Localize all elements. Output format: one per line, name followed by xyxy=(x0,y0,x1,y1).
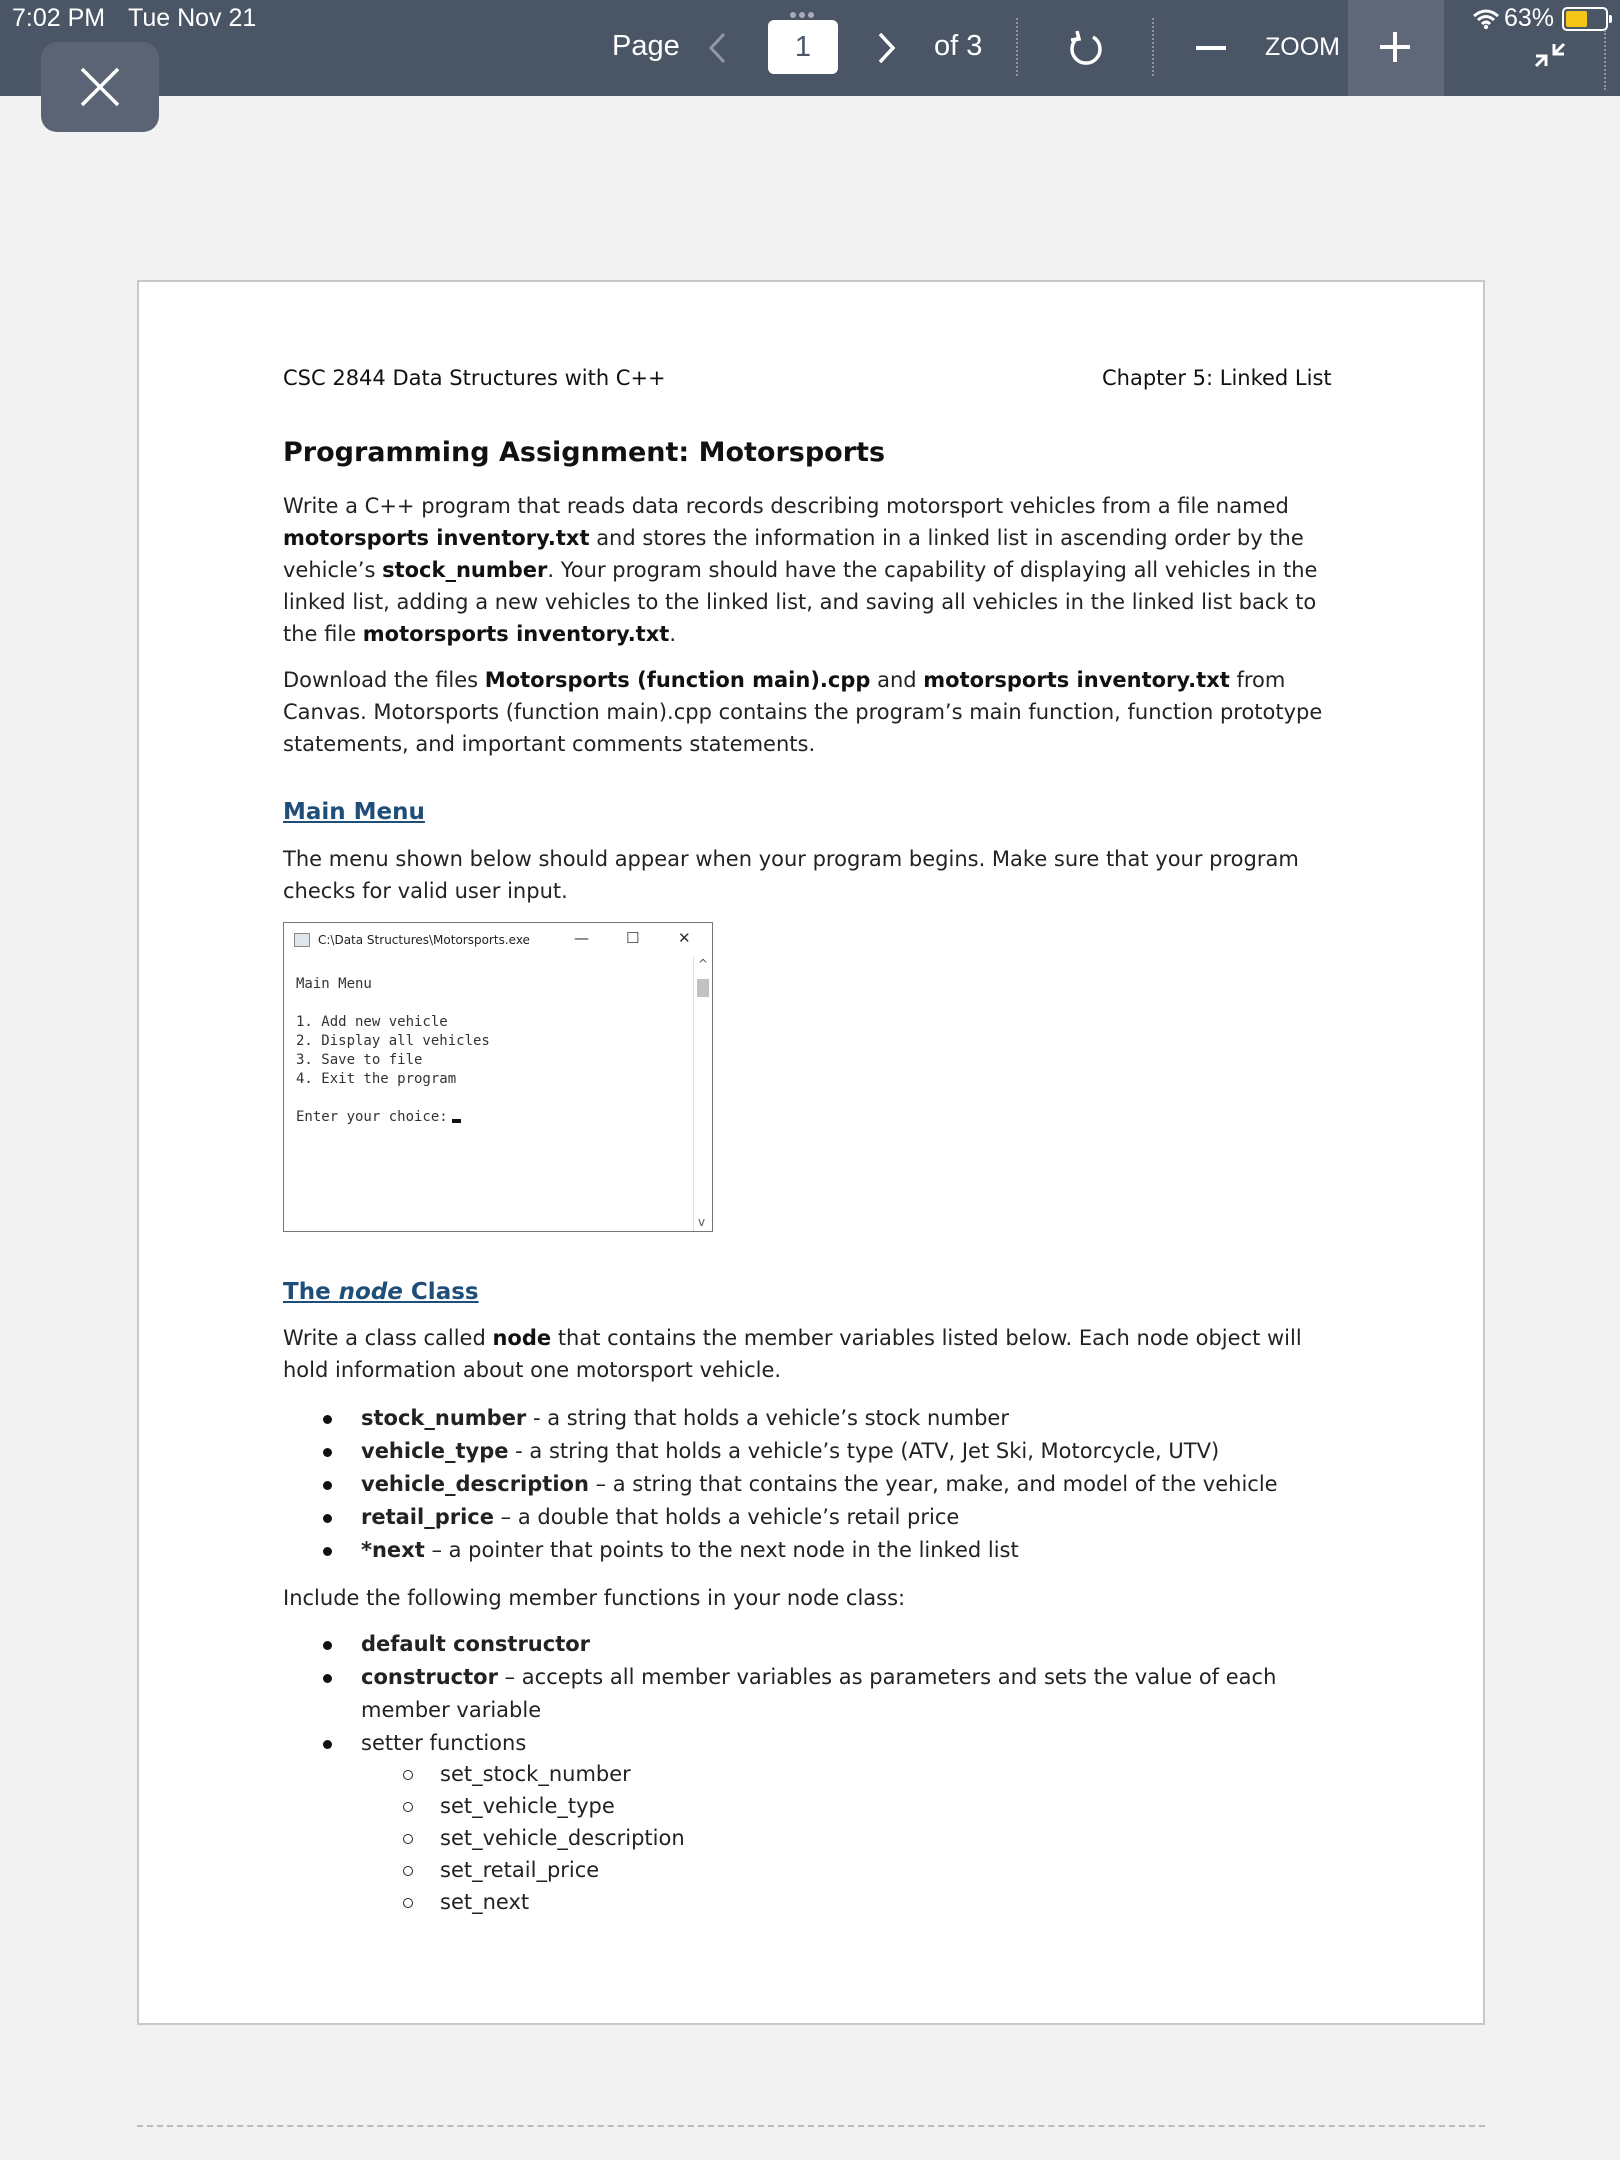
setter-function-list xyxy=(440,1758,685,1918)
console-menu-title: Main Menu xyxy=(296,976,372,992)
toolbar-divider xyxy=(1604,30,1606,90)
battery-icon xyxy=(1562,7,1608,31)
zoom-out-icon[interactable] xyxy=(1196,22,1226,74)
chevron-left-icon[interactable] xyxy=(702,22,732,74)
battery-percent: 63% xyxy=(1503,4,1554,32)
wifi-icon xyxy=(1472,8,1500,30)
list-item: set_next xyxy=(440,1886,685,1918)
zoom-in-button[interactable] xyxy=(1348,0,1444,96)
toolbar-divider xyxy=(1152,18,1154,76)
console-app-icon xyxy=(294,933,310,947)
next-page-edge xyxy=(137,2125,1485,2127)
main-menu-heading: Main Menu xyxy=(283,799,425,825)
console-titlebar xyxy=(284,923,712,957)
page-label: Page xyxy=(612,30,680,62)
maximize-icon: ☐ xyxy=(626,929,640,947)
toolbar-divider xyxy=(1016,18,1018,76)
page-box-handle xyxy=(790,12,818,18)
intro-paragraph: Write a C++ program that reads data records describing motorsport vehicles from a file named motorsports inventory.txt and stores the information in a linked list in ascending order by the vehicle’s stock_number. Your program should have the capability of displaying all vehicles in the linked list, adding a new vehicles to the linked list, and saving all vehicles in the linked list back to the file motorsports inventory.txt. xyxy=(283,494,1318,646)
page-title: Programming Assignment: Motorsports xyxy=(283,437,886,468)
list-item: set_vehicle_description xyxy=(440,1822,685,1854)
zoom-in-icon[interactable] xyxy=(1378,30,1412,64)
node-class-heading: The node Class xyxy=(283,1279,479,1305)
close-icon[interactable] xyxy=(78,65,122,109)
zoom-label: ZOOM xyxy=(1265,33,1340,61)
console-prompt: Enter your choice: xyxy=(296,1109,448,1125)
chevron-right-icon[interactable] xyxy=(872,22,902,74)
header-chapter: Chapter 5: Linked List xyxy=(1102,366,1332,390)
current-page-input[interactable]: 1 xyxy=(768,20,838,74)
console-scrollbar xyxy=(693,957,712,1231)
member-function-list xyxy=(361,1628,1301,1760)
list-item: vehicle_type - a string that holds a vehicle’s type (ATV, Jet Ski, Motorcycle, UTV) xyxy=(361,1435,1278,1468)
document-page xyxy=(137,280,1485,2025)
close-window-icon: ✕ xyxy=(678,929,691,947)
status-time: 7:02 PM xyxy=(12,4,106,32)
main-menu-paragraph: The menu shown below should appear when your program begins. Make sure that your program checks for valid user input. xyxy=(283,847,1299,903)
scroll-down-icon: v xyxy=(698,1215,706,1229)
member-variable-list xyxy=(361,1402,1278,1567)
download-paragraph: Download the files Motorsports (function main).cpp and motorsports inventory.txt from Canvas. Motorsports (function main).cpp contains the program’s main function, function prototype statements, and important comments statements. xyxy=(283,668,1323,756)
list-item: set_retail_price xyxy=(440,1854,685,1886)
console-option: 3. Save to file xyxy=(296,1052,423,1068)
list-item: setter functions xyxy=(361,1727,1301,1760)
node-class-paragraph: Write a class called node that contains the member variables listed below. Each node object will hold information about one motorsport vehicle. xyxy=(283,1326,1302,1382)
console-output xyxy=(296,975,490,1127)
status-date: Tue Nov 21 xyxy=(128,4,257,32)
minimize-icon: — xyxy=(574,929,589,947)
list-item: stock_number - a string that holds a vehicle’s stock number xyxy=(361,1402,1278,1435)
refresh-icon[interactable] xyxy=(1066,22,1106,74)
console-option: 4. Exit the program xyxy=(296,1071,457,1087)
list-item: set_stock_number xyxy=(440,1758,685,1790)
console-window-title: C:\Data Structures\Motorsports.exe xyxy=(318,933,530,947)
top-toolbar xyxy=(0,0,1620,96)
scroll-up-icon: ^ xyxy=(698,957,709,971)
exit-fullscreen-icon[interactable] xyxy=(1530,40,1570,77)
status-indicators xyxy=(1472,4,1608,33)
console-option: 2. Display all vehicles xyxy=(296,1033,490,1049)
list-item: constructor – accepts all member variables as parameters and sets the value of each member variable xyxy=(361,1661,1301,1727)
list-item: retail_price – a double that holds a vehicle’s retail price xyxy=(361,1501,1278,1534)
page-total: of 3 xyxy=(934,30,983,62)
console-cursor xyxy=(452,1119,461,1123)
list-item: default constructor xyxy=(361,1628,1301,1661)
header-course: CSC 2844 Data Structures with C++ xyxy=(283,366,666,390)
console-option: 1. Add new vehicle xyxy=(296,1014,448,1030)
close-button[interactable] xyxy=(41,42,159,132)
console-screenshot xyxy=(283,922,713,1232)
list-item: *next – a pointer that points to the next node in the linked list xyxy=(361,1534,1278,1567)
scroll-thumb xyxy=(697,979,709,997)
functions-intro: Include the following member functions in your node class: xyxy=(283,1586,906,1610)
list-item: set_vehicle_type xyxy=(440,1790,685,1822)
list-item: vehicle_description – a string that contains the year, make, and model of the vehicle xyxy=(361,1468,1278,1501)
